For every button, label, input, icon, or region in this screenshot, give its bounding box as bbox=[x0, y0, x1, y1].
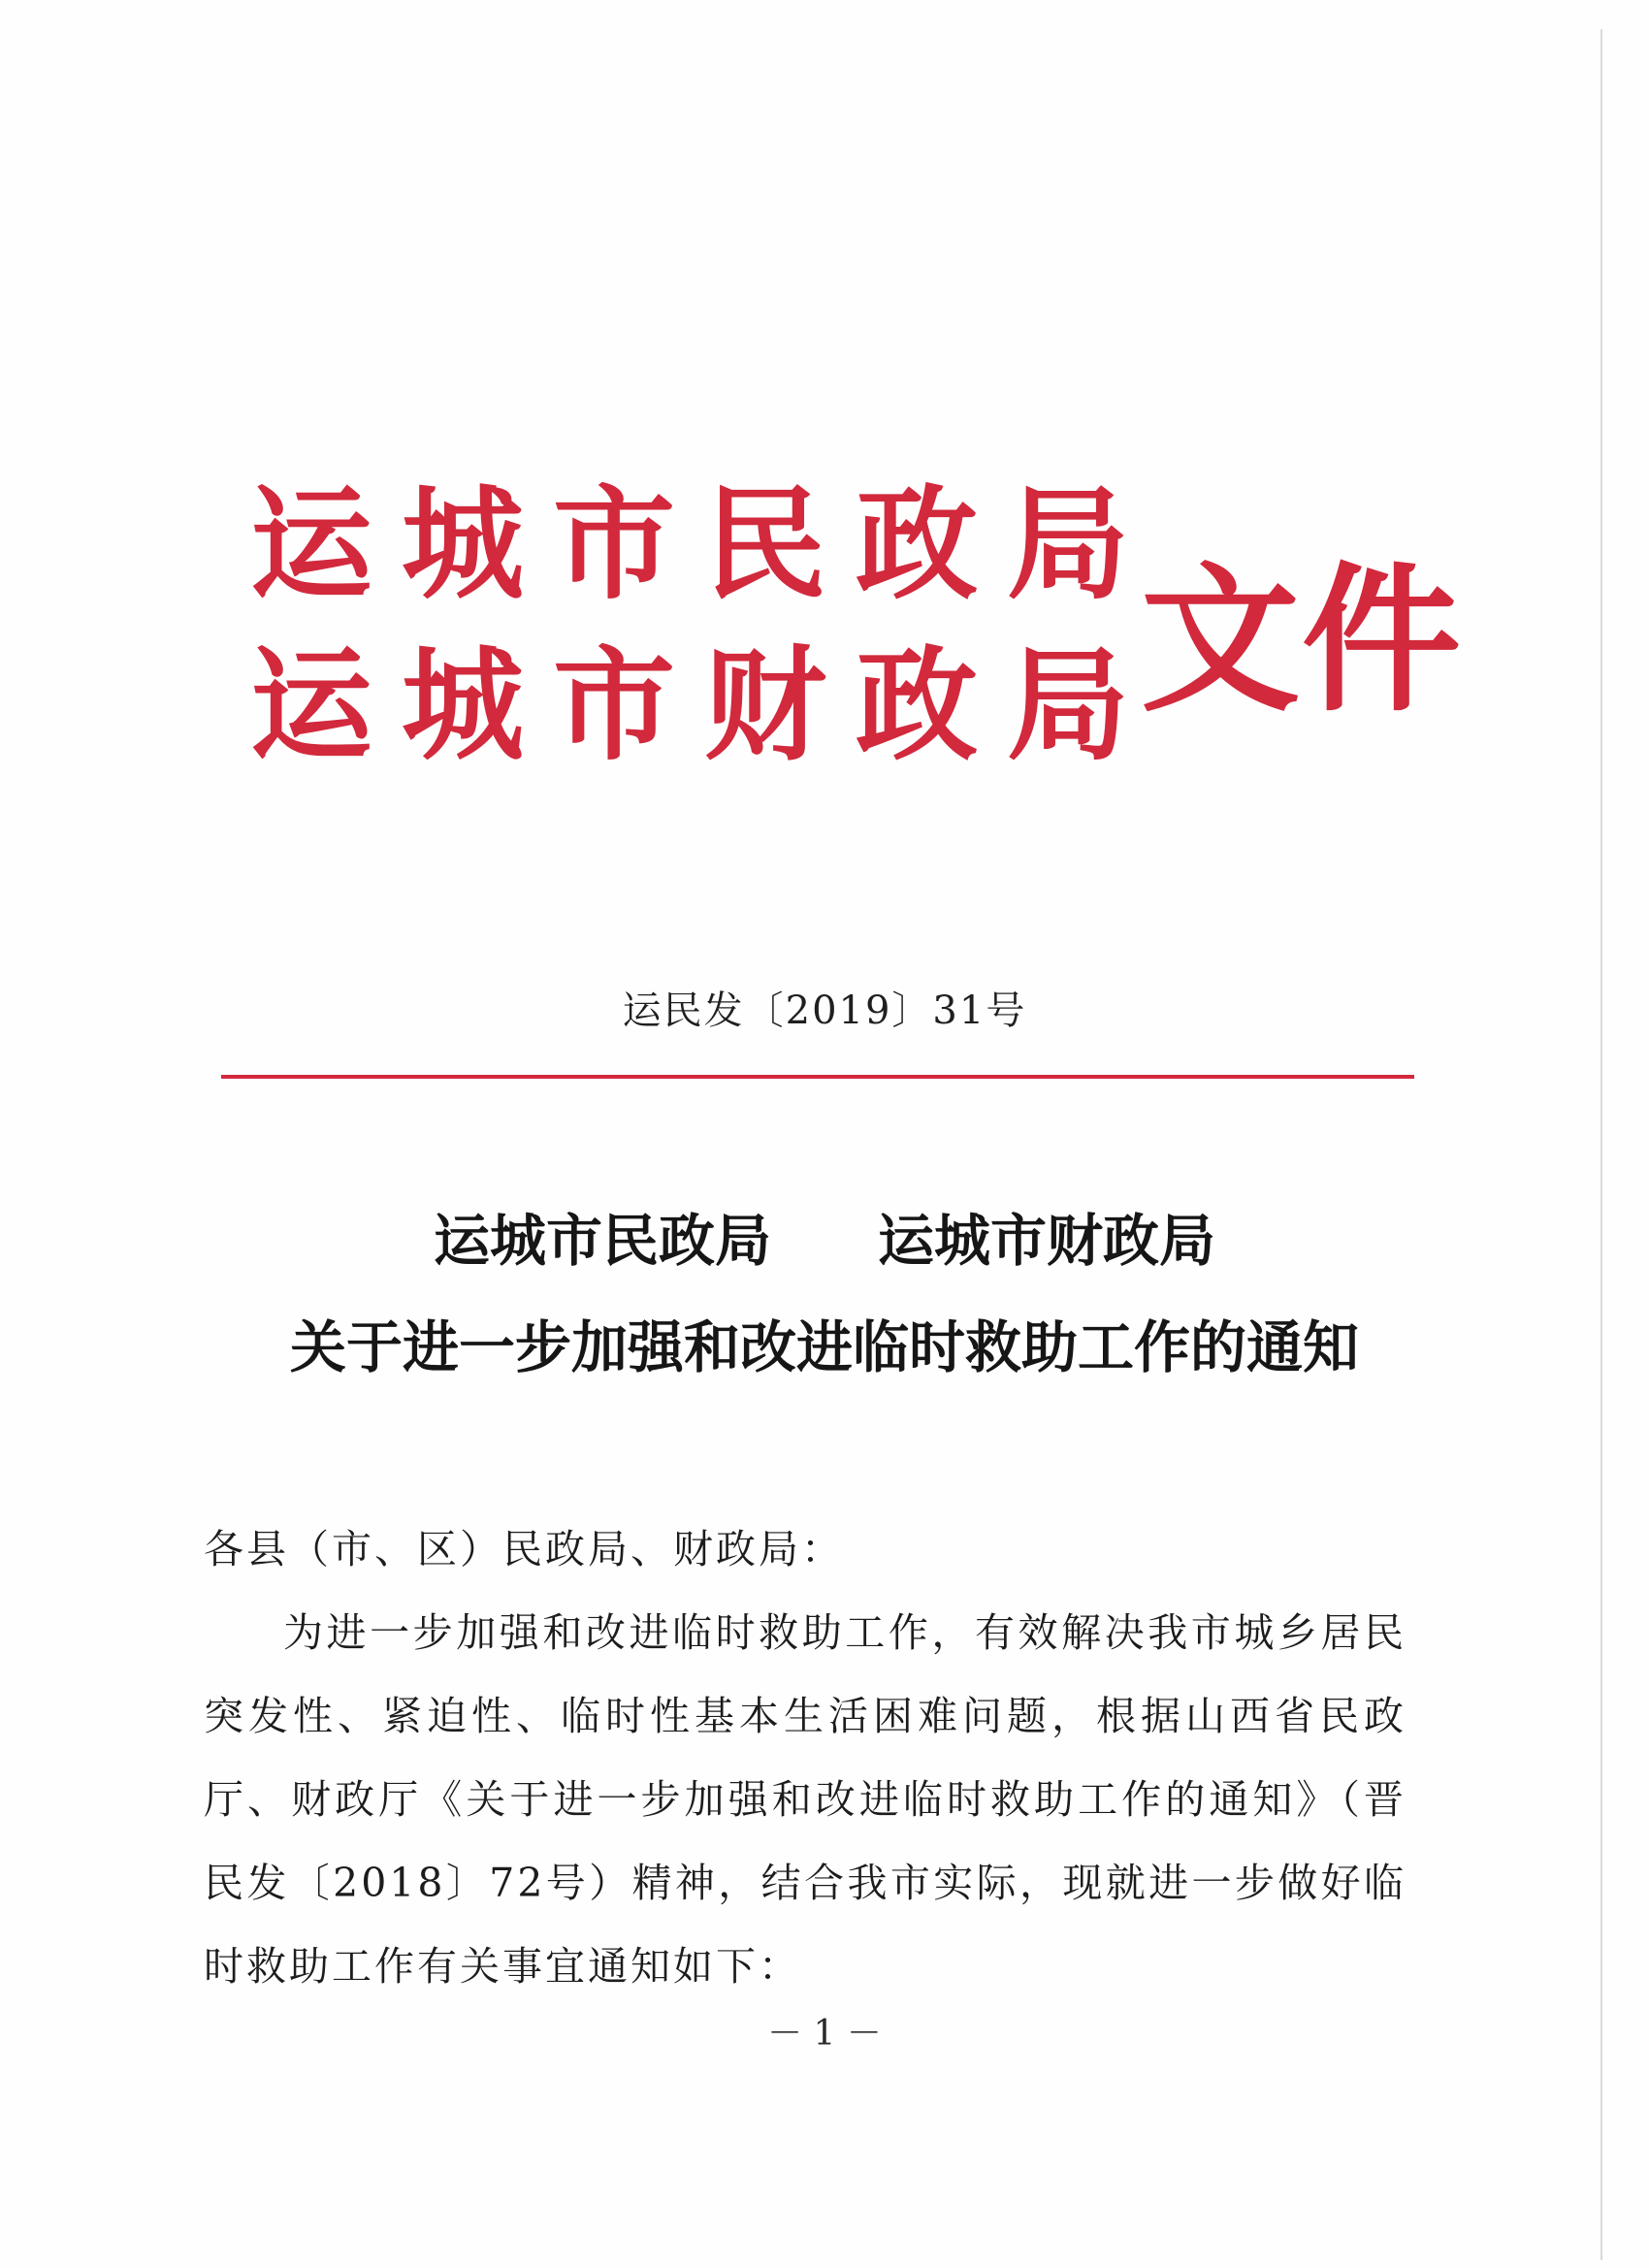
document-header bbox=[250, 464, 1464, 784]
title-subject: 关于进一步加强和改进临时救助工作的通知 bbox=[289, 1314, 1359, 1380]
issuer-line-1: 运城市民政局 bbox=[250, 472, 1158, 616]
title-issuers bbox=[0, 1208, 1649, 1274]
document-body bbox=[204, 1507, 1406, 2008]
addressee: 各县（市、区）民政局、财政局： bbox=[204, 1526, 844, 1572]
body-paragraph: 为进一步加强和改进临时救助工作，有效解决我市城乡居民突发性、紧迫性、临时性基本生活困难问题，根据山西省民政厅、财政厅《关于进一步加强和改进临时救助工作的通知》（晋民发〔2018〕72号）精神，结合我市实际，现就进一步做好临时救助工作有关事宜通知如下： bbox=[204, 1609, 1406, 1990]
document-number: 运民发〔2019〕31号 bbox=[622, 988, 1027, 1033]
header-suffix-wenjian: 文件 bbox=[1141, 546, 1464, 733]
title-issuer-1: 运城市民政局 bbox=[433, 1208, 771, 1274]
title-issuer-2: 运城市财政局 bbox=[878, 1208, 1216, 1274]
document-title bbox=[0, 1208, 1649, 1380]
page-number: － 1 － bbox=[767, 2014, 882, 2054]
page-edge-shadow bbox=[1600, 29, 1602, 2260]
issuer-line-2: 运城市财政局 bbox=[250, 633, 1158, 777]
red-separator-line bbox=[221, 1075, 1414, 1079]
